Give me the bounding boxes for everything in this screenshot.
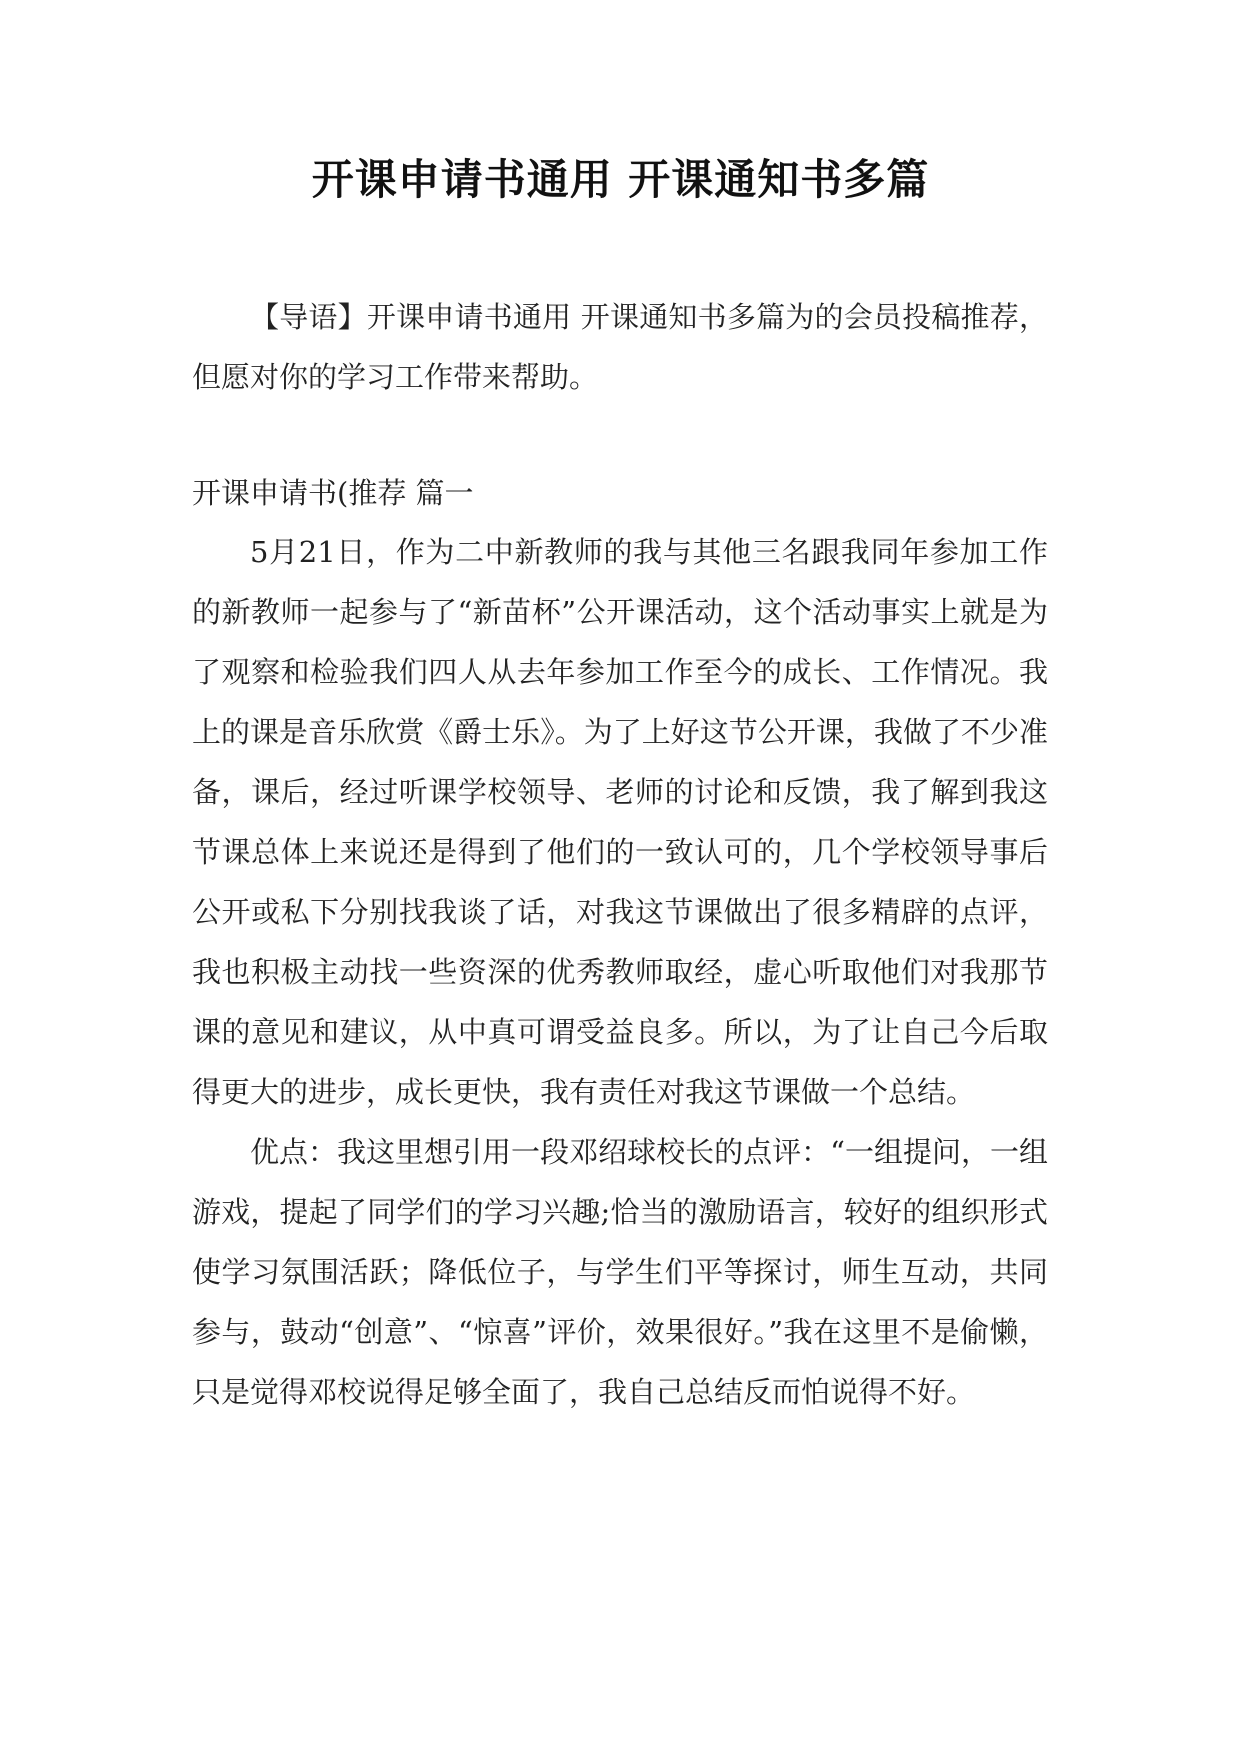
body-paragraph: 5月21日，作为二中新教师的我与其他三名跟我同年参加工作的新教师一起参与了“新苗杯”公开课活动，这个活动事实上就是为了观察和检验我们四人从去年参加工作至今的成长、工作情况。我上的课是音乐欣赏《爵士乐》。为了上好这节公开课，我做了不少准备，课后，经过听课学校领导、老师的讨论和反馈，我了解到我这节课总体上来说还是得到了他们的一致认可的，几个学校领导事后公开或私下分别找我谈了话，对我这节课做出了很多精辟的点评，我也积极主动找一些资深的优秀教师取经，虚心听取他们对我那节课的意见和建议，从中真可谓受益良多。所以，为了让自己今后取得更大的进步，成长更快，我有责任对我这节课做一个总结。 xyxy=(192,535,1048,1109)
section-heading: 开课申请书(推荐 篇一 xyxy=(192,476,474,510)
section-content xyxy=(192,522,1048,1422)
body-paragraph: 优点：我这里想引用一段邓绍球校长的点评：“一组提问，一组游戏，提起了同学们的学习兴趣;恰当的激励语言，较好的组织形式使学习氛围活跃；降低位子，与学生们平等探讨，师生互动，共同参与，鼓动“创意”、“惊喜”评价，效果很好。”我在这里不是偷懒，只是觉得邓校说得足够全面了，我自己总结反而怕说得不好。 xyxy=(192,1135,1048,1409)
document-title: 开课申请书通用 开课通知书多篇 xyxy=(311,155,930,204)
intro-paragraph: 【导语】开课申请书通用 开课通知书多篇为的会员投稿推荐，但愿对你的学习工作带来帮助。 xyxy=(192,300,1048,394)
